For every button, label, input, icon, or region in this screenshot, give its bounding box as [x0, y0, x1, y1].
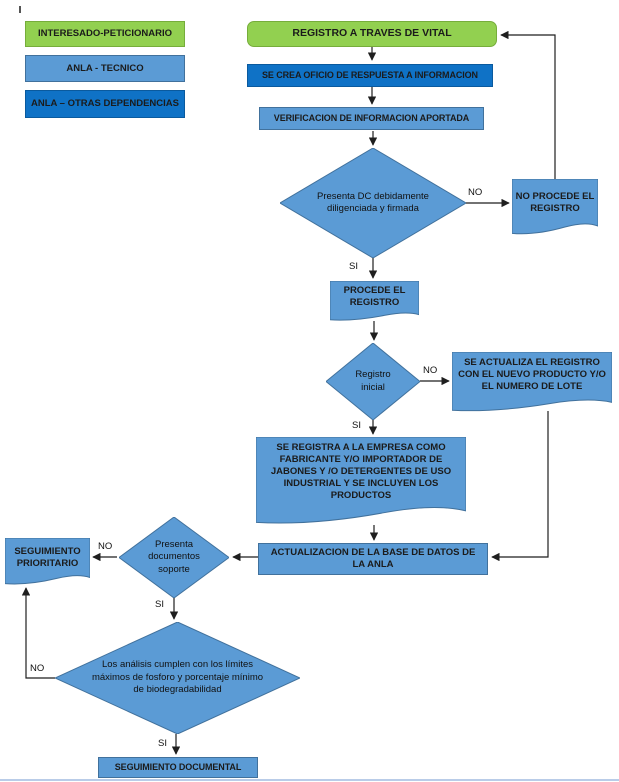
node-label: SEGUIMIENTO PRIORITARIO [14, 545, 81, 569]
node-label: PROCEDE EL REGISTRO [343, 285, 406, 308]
decision-presenta-dc [280, 148, 466, 258]
doc-se-actualiza-el-registro [452, 352, 612, 412]
legend-label: ANLA - TECNICO [66, 62, 144, 74]
edge-label-si: SI [352, 420, 361, 431]
page-edge [0, 779, 619, 781]
node-label: NO PROCEDE EL REGISTRO [515, 191, 595, 214]
decision-registro-inicial [326, 343, 420, 420]
edge-label-si: SI [349, 261, 358, 272]
node-label: Presenta DC debidamente diligenciada y firmada [317, 190, 429, 214]
decision-presenta-documentos [119, 517, 229, 598]
node-actualizacion-base-datos [258, 543, 488, 575]
node-label: SE REGISTRA A LA EMPRESA COMO FABRICANTE Y/O IMPORTADOR DE JABONES Y /O DETERGENTES DE USO INDUSTRIAL Y SE INCLUYEN LOS PRODUCTOS [270, 442, 452, 501]
node-label: Registro inicial [355, 369, 391, 393]
node-label: REGISTRO A TRAVES DE VITAL [292, 27, 452, 40]
edge-label-no: NO [423, 365, 438, 376]
legend-label: ANLA – OTRAS DEPENDENCIAS [31, 98, 179, 110]
edge-label-si: SI [158, 738, 167, 749]
legend-interesado-peticionario [25, 21, 185, 47]
edge-label-si: SI [155, 599, 164, 610]
node-registro-a-traves-de-vital [247, 21, 497, 47]
node-label: Los análisis cumplen con los límites máximos de fosforo y porcentaje mínimo de biodegradabilidad [91, 659, 264, 696]
node-label: ACTUALIZACION DE LA BASE DE DATOS DE LA ANLA [270, 547, 476, 570]
doc-no-procede-el-registro [512, 179, 598, 235]
node-label: VERIFICACION DE INFORMACION APORTADA [273, 112, 470, 123]
edge-no-procede-to-vital [501, 35, 555, 179]
node-label: Presenta documentos soporte [148, 538, 200, 575]
edge-label-no: NO [98, 541, 113, 552]
stray-mark [19, 6, 21, 13]
node-label: SEGUIMIENTO DOCUMENTAL [114, 761, 242, 772]
node-verificacion-informacion [259, 107, 484, 130]
legend-anla-otras-dependencias [25, 90, 185, 118]
doc-procede-el-registro [330, 281, 419, 321]
edge-label-no: NO [468, 187, 483, 198]
doc-se-registra-empresa [256, 437, 466, 525]
edge-actualiza-to-base [492, 411, 548, 557]
node-seguimiento-documental [98, 757, 258, 778]
node-label: SE ACTUALIZA EL REGISTRO CON EL NUEVO PRODUCTO Y/O EL NUMERO DE LOTE [458, 357, 606, 392]
node-label: SE CREA OFICIO DE RESPUESTA A INFORMACION [262, 69, 478, 80]
edge-label-no: NO [30, 663, 45, 674]
node-se-crea-oficio [247, 64, 493, 87]
doc-seguimiento-prioritario [5, 538, 90, 585]
legend-label: INTERESADO-PETICIONARIO [37, 28, 173, 40]
legend-anla-tecnico [25, 55, 185, 82]
decision-analisis-cumplen [55, 622, 300, 734]
